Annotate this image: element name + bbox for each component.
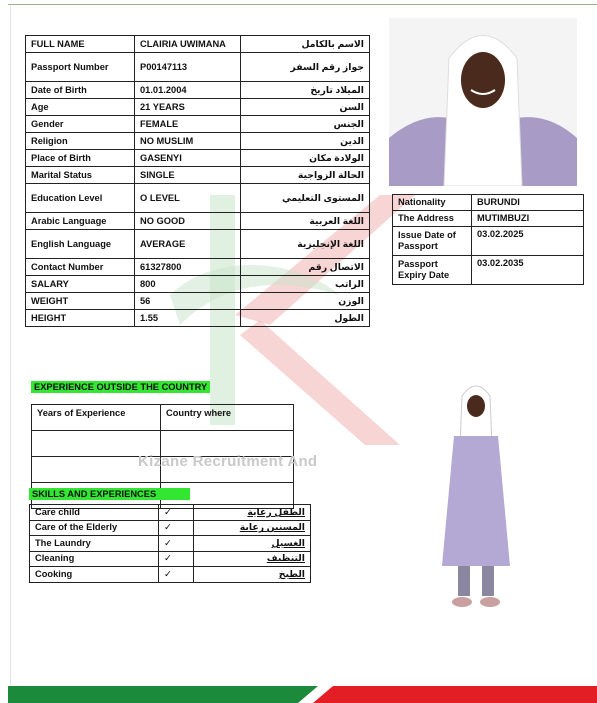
headshot-photo: [389, 18, 577, 186]
detail-row: [26, 184, 370, 213]
detail-label: English Language: [26, 230, 135, 259]
detail-arabic: اللغة الإنجليزية: [241, 230, 370, 259]
personal-details-table: [25, 35, 370, 327]
full-body-photo: [432, 376, 520, 612]
detail-label: Contact Number: [26, 259, 135, 276]
detail-label: Age: [26, 99, 135, 116]
skills-heading: SKILLS AND EXPERIENCES: [29, 488, 190, 500]
skill-check-icon: ✓: [159, 536, 194, 552]
passport-row: [393, 211, 584, 227]
detail-label: Place of Birth: [26, 150, 135, 167]
detail-value: 56: [135, 293, 241, 310]
detail-label: Date of Birth: [26, 82, 135, 99]
detail-arabic: جواز رقم السفر: [241, 53, 370, 82]
passport-label: Passport Expiry Date: [393, 256, 472, 285]
detail-arabic: الحالة الزواجية: [241, 167, 370, 184]
top-rule: [8, 4, 597, 5]
skill-arabic: المسنين رعاية: [194, 520, 311, 536]
skill-row: [30, 567, 311, 583]
detail-arabic: السن: [241, 99, 370, 116]
detail-value: AVERAGE: [135, 230, 241, 259]
skill-arabic: التنظيف: [194, 551, 311, 567]
detail-value: NO MUSLIM: [135, 133, 241, 150]
skill-row: [30, 505, 311, 521]
detail-label: HEIGHT: [26, 310, 135, 327]
skill-row: [30, 536, 311, 552]
detail-arabic: الدين: [241, 133, 370, 150]
passport-row: [393, 227, 584, 256]
detail-value: P00147113: [135, 53, 241, 82]
skill-arabic: الطبخ: [194, 567, 311, 583]
exp-col-years: Years of Experience: [32, 405, 161, 431]
detail-value: 61327800: [135, 259, 241, 276]
skill-check-icon: ✓: [159, 505, 194, 521]
detail-arabic: اللغة العربية: [241, 213, 370, 230]
detail-row: [26, 259, 370, 276]
detail-label: Religion: [26, 133, 135, 150]
detail-row: [26, 133, 370, 150]
detail-value: O LEVEL: [135, 184, 241, 213]
skill-arabic: الطفل رعاية: [194, 505, 311, 521]
skill-check-icon: ✓: [159, 551, 194, 567]
detail-arabic: الطول: [241, 310, 370, 327]
detail-arabic: الميلاد تاريخ: [241, 82, 370, 99]
detail-value: 1.55: [135, 310, 241, 327]
detail-value: CLAIRIA UWIMANA: [135, 36, 241, 53]
exp-col-country: Country where: [161, 405, 294, 431]
detail-row: [26, 116, 370, 133]
skills-table: [29, 504, 311, 583]
passport-value: MUTIMBUZI: [472, 211, 584, 227]
skill-label: Cleaning: [30, 551, 159, 567]
detail-row: [26, 167, 370, 184]
experience-heading: EXPERIENCE OUTSIDE THE COUNTRY: [31, 381, 210, 393]
passport-label: The Address: [393, 211, 472, 227]
skill-label: Care of the Elderly: [30, 520, 159, 536]
company-watermark: Kizane Recruitment And: [138, 453, 318, 470]
detail-label: FULL NAME: [26, 36, 135, 53]
detail-arabic: الاتصال رقم: [241, 259, 370, 276]
detail-row: [26, 150, 370, 167]
detail-row: [26, 36, 370, 53]
detail-row: [26, 310, 370, 327]
detail-value: GASENYI: [135, 150, 241, 167]
detail-arabic: الراتب: [241, 276, 370, 293]
passport-value: 03.02.2035: [472, 256, 584, 285]
detail-row: [26, 230, 370, 259]
detail-value: NO GOOD: [135, 213, 241, 230]
detail-value: SINGLE: [135, 167, 241, 184]
passport-row: [393, 195, 584, 211]
detail-row: [26, 276, 370, 293]
passport-value: BURUNDI: [472, 195, 584, 211]
skill-row: [30, 551, 311, 567]
passport-row: [393, 256, 584, 285]
skill-label: Cooking: [30, 567, 159, 583]
detail-label: SALARY: [26, 276, 135, 293]
passport-label: Issue Date of Passport: [393, 227, 472, 256]
detail-label: Arabic Language: [26, 213, 135, 230]
skill-label: The Laundry: [30, 536, 159, 552]
skill-label: Care child: [30, 505, 159, 521]
detail-label: Passport Number: [26, 53, 135, 82]
detail-row: [26, 99, 370, 116]
detail-arabic: الاسم بالكامل: [241, 36, 370, 53]
left-rule: [10, 6, 11, 686]
passport-label: Nationality: [393, 195, 472, 211]
skill-arabic: الغسيل: [194, 536, 311, 552]
detail-arabic: الجنس: [241, 116, 370, 133]
footer-band: [8, 686, 597, 703]
detail-arabic: الولادة مكان: [241, 150, 370, 167]
detail-row: [26, 82, 370, 99]
detail-label: Marital Status: [26, 167, 135, 184]
detail-arabic: المستوى التعليمي: [241, 184, 370, 213]
passport-value: 03.02.2025: [472, 227, 584, 256]
detail-arabic: الوزن: [241, 293, 370, 310]
detail-value: FEMALE: [135, 116, 241, 133]
detail-row: [26, 53, 370, 82]
detail-row: [26, 213, 370, 230]
detail-label: Gender: [26, 116, 135, 133]
skill-row: [30, 520, 311, 536]
skill-check-icon: ✓: [159, 567, 194, 583]
detail-value: 800: [135, 276, 241, 293]
passport-details-table: [392, 194, 584, 285]
detail-label: Education Level: [26, 184, 135, 213]
detail-value: 01.01.2004: [135, 82, 241, 99]
skill-check-icon: ✓: [159, 520, 194, 536]
detail-value: 21 YEARS: [135, 99, 241, 116]
detail-row: [26, 293, 370, 310]
detail-label: WEIGHT: [26, 293, 135, 310]
